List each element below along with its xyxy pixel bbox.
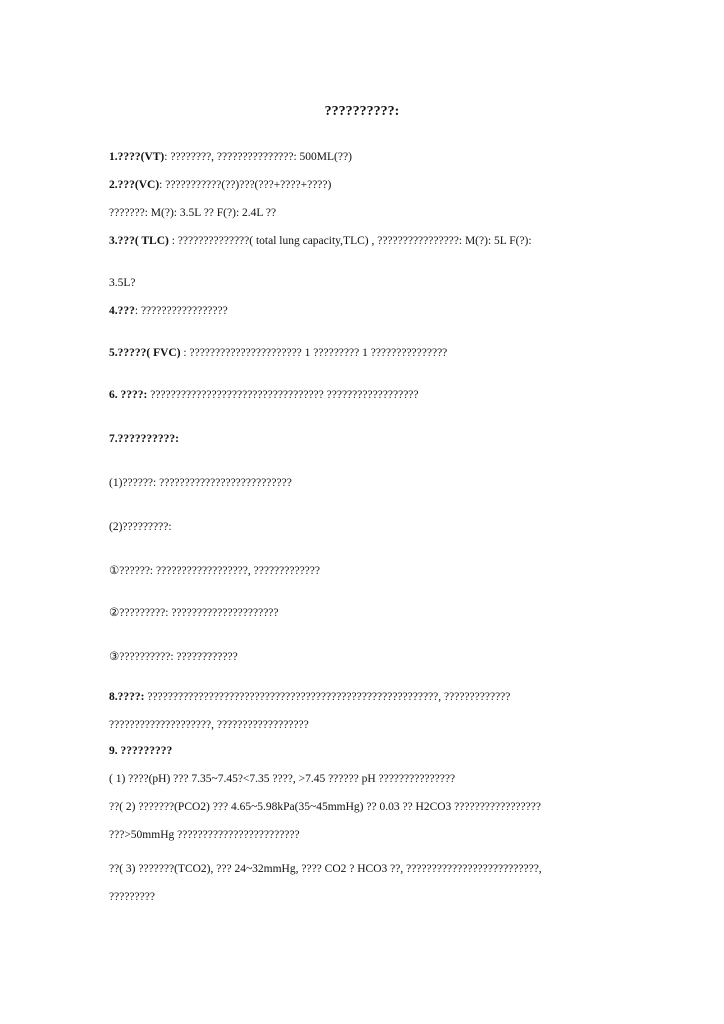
line-text: (2)?????????: bbox=[109, 521, 172, 533]
text-line bbox=[109, 772, 455, 786]
line-heading: 6. ????: bbox=[109, 389, 148, 401]
text-line bbox=[109, 744, 172, 758]
line-heading: 9. ????????? bbox=[109, 745, 173, 757]
line-text: : ????????????????? bbox=[134, 305, 228, 317]
text-line bbox=[109, 276, 136, 290]
line-heading: 1.????(VT) bbox=[109, 151, 165, 163]
line-text: ????????????????????, ?????????????????? bbox=[109, 719, 309, 731]
line-text: ③??????????: ???????????? bbox=[109, 651, 238, 663]
line-text: ????????? bbox=[109, 891, 155, 903]
line-text: : ????????, ???????????????: 500ML(??) bbox=[164, 151, 352, 163]
text-line bbox=[109, 304, 228, 318]
line-heading: 5.?????( FVC) bbox=[109, 347, 181, 359]
text-line bbox=[109, 690, 510, 704]
line-text: : ???????????(??)???(???+????+????) bbox=[159, 179, 332, 191]
line-text: ?????????????????????????????????? ?????????????????? bbox=[147, 389, 419, 401]
line-text: ??( 3) ???????(TCO2), ??? 24~32mmHg, ???? CO2 ? HCO3 ??, ??????????????????????????, bbox=[109, 863, 542, 875]
text-line bbox=[109, 520, 172, 534]
line-heading: 8.????: bbox=[109, 691, 145, 703]
line-text: ???????: M(?): 3.5L ?? F(?): 2.4L ?? bbox=[109, 207, 277, 219]
text-line bbox=[109, 346, 447, 360]
text-line bbox=[109, 650, 238, 664]
line-text: : ?????????????????????? 1 ????????? 1 ??????????????? bbox=[180, 347, 448, 359]
text-line bbox=[109, 718, 309, 732]
line-heading: 3.???( TLC) bbox=[109, 235, 169, 247]
line-text: ①??????: ??????????????????, ????????????? bbox=[109, 565, 320, 577]
line-text: ?????????????????????????????????????????????????????????, ????????????? bbox=[144, 691, 511, 703]
line-text: ???>50mmHg ???????????????????????? bbox=[109, 829, 300, 841]
text-line bbox=[109, 828, 300, 842]
page-title: ??????????: bbox=[324, 104, 400, 119]
line-text: ( 1) ????(pH) ??? 7.35~7.45?<7.35 ????, >7.45 ?????? pH ??????????????? bbox=[109, 773, 456, 785]
line-heading: 2.???(VC) bbox=[109, 179, 160, 191]
text-line bbox=[109, 234, 532, 248]
text-line bbox=[109, 862, 542, 876]
text-line bbox=[109, 432, 179, 446]
text-line bbox=[109, 178, 331, 192]
line-heading: 4.??? bbox=[109, 305, 135, 317]
text-line bbox=[109, 890, 155, 904]
line-text: (1)??????: ?????????????????????????? bbox=[109, 477, 292, 489]
text-line bbox=[109, 388, 419, 402]
line-text: 3.5L? bbox=[109, 277, 136, 289]
line-heading: 7.??????????: bbox=[109, 433, 179, 445]
text-line bbox=[109, 800, 541, 814]
line-text: ②?????????: ????????????????????? bbox=[109, 607, 279, 619]
text-line bbox=[109, 606, 279, 620]
text-line bbox=[109, 564, 320, 578]
line-text: ??( 2) ???????(PCO2) ??? 4.65~5.98kPa(35~45mmHg) ?? 0.03 ?? H2CO3 ????????????????? bbox=[109, 801, 541, 813]
text-line bbox=[109, 150, 352, 164]
text-line bbox=[109, 476, 292, 490]
line-text: : ??????????????( total lung capacity,TLC) , ????????????????: M(?): 5L F(?): bbox=[168, 235, 532, 247]
text-line bbox=[109, 206, 276, 220]
